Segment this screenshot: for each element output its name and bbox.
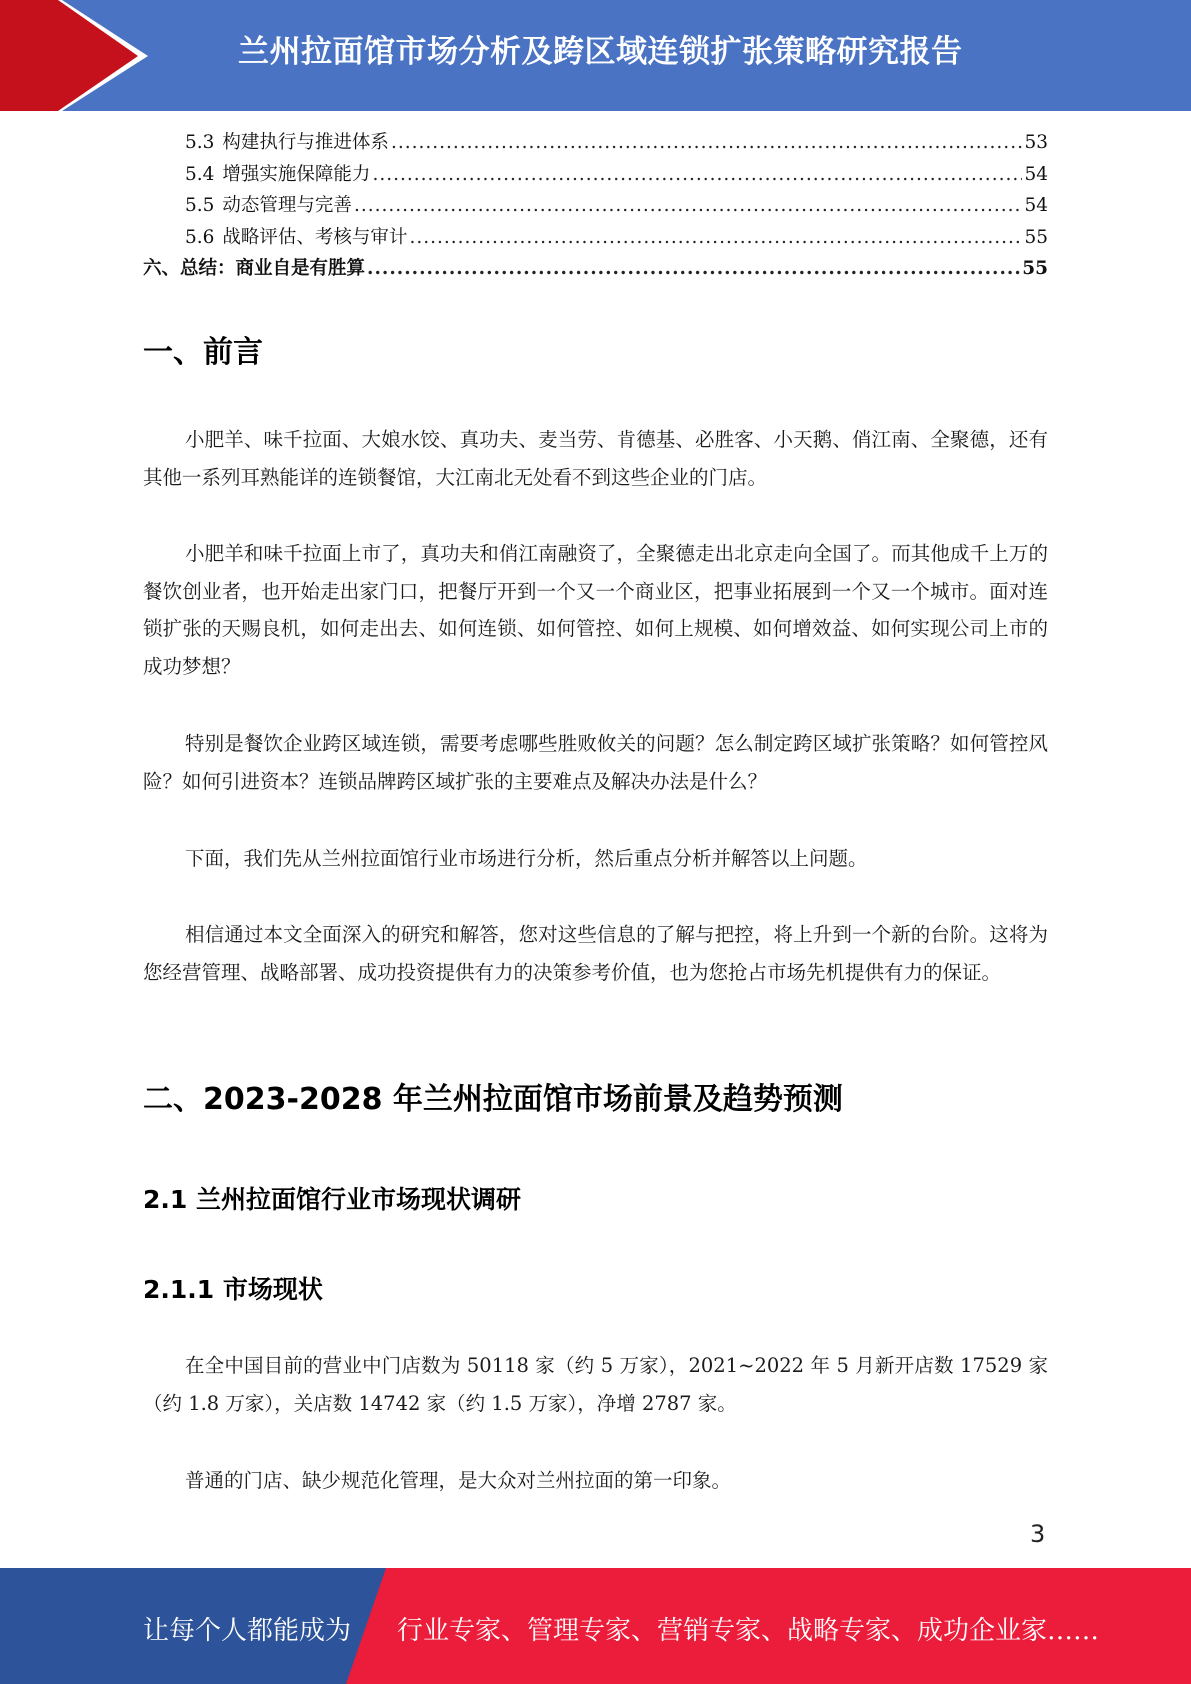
toc-entry-label: 战略评估、考核与审计 [222, 226, 408, 248]
toc-entry-label: 六、总结：商业自是有胜算 [143, 258, 366, 279]
toc-leader-dots [391, 132, 1023, 153]
toc-entry[interactable] [143, 160, 1048, 192]
body-paragraph: 小肥羊、味千拉面、大娘水饺、真功夫、麦当劳、肯德基、必胜客、小天鹅、俏江南、全聚德，还有其他一系列耳熟能详的连锁餐馆，大江南北无处看不到这些企业的门店。 [143, 428, 1048, 489]
section-heading-preface: 一、前言 [143, 335, 263, 370]
toc-entry-page: 53 [1024, 132, 1048, 153]
toc-entry-number: 5.6 [185, 226, 215, 248]
body-paragraph: 下面，我们先从兰州拉面馆行业市场进行分析，然后重点分析并解答以上问题。 [185, 847, 868, 870]
toc-entry-page: 54 [1024, 163, 1048, 185]
table-of-contents [143, 128, 1048, 286]
toc-entry-top-level[interactable] [143, 254, 1048, 286]
toc-entry-label: 动态管理与完善 [222, 195, 352, 216]
subsection-heading: 2.1 兰州拉面馆行业市场现状调研 [143, 1185, 521, 1214]
report-title: 兰州拉面馆市场分析及跨区域连锁扩张策略研究报告 [238, 34, 963, 70]
body-paragraph: 普通的门店、缺少规范化管理，是大众对兰州拉面的第一印象。 [185, 1469, 732, 1492]
body-paragraph: 在全中国目前的营业中门店数为 50118 家（约 5 万家），2021~2022 年 5 月新开店数 17529 家（约 1.8 万家），关店数 14742 家（约 1.5 万家），净增 2787 家。 [143, 1354, 1048, 1415]
section-heading-forecast: 二、2023-2028 年兰州拉面馆市场前景及趋势预测 [143, 1082, 843, 1117]
page-number: 3 [1030, 1520, 1046, 1548]
toc-leader-dots [367, 258, 1020, 279]
toc-leader-dots [372, 164, 1022, 185]
body-paragraph: 小肥羊和味千拉面上市了，真功夫和俏江南融资了，全聚德走出北京走向全国了。而其他成千上万的餐饮创业者，也开始走出家门口，把餐厅开到一个又一个商业区，把事业拓展到一个又一个城市。面对连锁扩张的天赐良机，如何走出去、如何连锁、如何管控、如何上规模、如何增效益、如何实现公司上市的成功梦想？ [143, 542, 1048, 678]
toc-entry-label: 增强实施保障能力 [222, 163, 371, 185]
toc-entry-page: 55 [1022, 258, 1048, 279]
toc-entry[interactable] [143, 191, 1048, 223]
toc-leader-dots [409, 227, 1022, 248]
toc-entry[interactable] [143, 223, 1048, 255]
toc-entry-page: 54 [1024, 195, 1048, 216]
toc-entry[interactable] [143, 128, 1048, 160]
toc-entry-page: 55 [1024, 226, 1048, 248]
toc-entry-number: 5.4 [185, 163, 215, 185]
page-header [0, 0, 1191, 111]
toc-entry-label: 构建执行与推进体系 [222, 132, 389, 153]
body-paragraph: 特别是餐饮企业跨区域连锁，需要考虑哪些胜败攸关的问题？怎么制定跨区域扩张策略？如何管控风险？如何引进资本？连锁品牌跨区域扩张的主要难点及解决办法是什么？ [143, 732, 1048, 793]
page-footer [0, 1568, 1191, 1684]
body-paragraph: 相信通过本文全面深入的研究和解答，您对这些信息的了解与把控，将上升到一个新的台阶。这将为您经营管理、战略部署、成功投资提供有力的决策参考价值，也为您抢占市场先机提供有力的保证。 [143, 923, 1048, 984]
toc-entry-number: 5.3 [185, 132, 215, 153]
footer-slogan-left: 让每个人都能成为 [143, 1616, 352, 1646]
subsubsection-heading: 2.1.1 市场现状 [143, 1275, 323, 1304]
footer-slogan-right: 行业专家、管理专家、营销专家、战略专家、成功企业家…… [397, 1616, 1100, 1646]
toc-entry-number: 5.5 [185, 195, 215, 216]
toc-leader-dots [354, 195, 1023, 216]
